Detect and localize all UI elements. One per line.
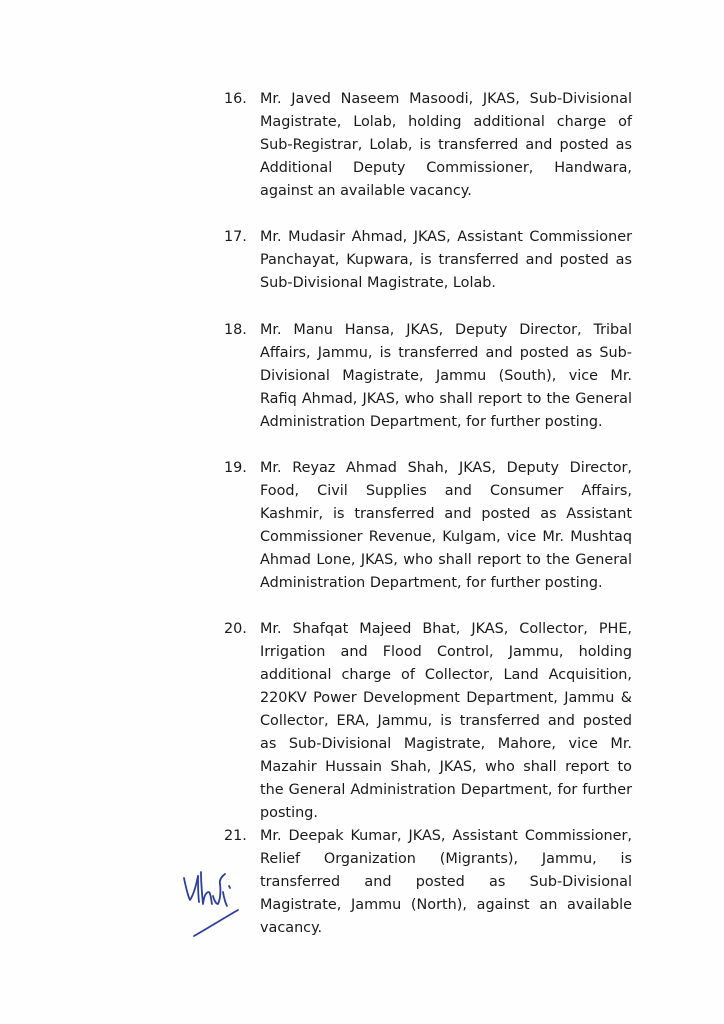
item-number: 20. [224, 621, 247, 637]
order-item-20 [226, 618, 632, 825]
item-number: 21. [224, 828, 247, 844]
item-text: Mr. Deepak Kumar, JKAS, Assistant Commissioner, Relief Organization (Migrants), Jammu, is transferred and posted as Sub-Divisional Magistrate, Jammu (North), against an available vacancy. [260, 828, 632, 936]
order-item-18 [226, 319, 632, 434]
item-text: Mr. Reyaz Ahmad Shah, JKAS, Deputy Director, Food, Civil Supplies and Consumer Affairs, Kashmir, is transferred and posted as Assistant Commissioner Revenue, Kulgam, vice Mr. Mushtaq Ahmad Lone, JKAS, who shall report to the General Administration Department, for further posting. [260, 460, 632, 591]
item-number: 17. [224, 229, 247, 245]
item-number: 18. [224, 322, 247, 338]
item-text: Mr. Manu Hansa, JKAS, Deputy Director, Tribal Affairs, Jammu, is transferred and posted as Sub-Divisional Magistrate, Jammu (South), vice Mr. Rafiq Ahmad, JKAS, who shall report to the General Administration Department, for further posting. [260, 322, 632, 430]
item-text: Mr. Shafqat Majeed Bhat, JKAS, Collector, PHE, Irrigation and Flood Control, Jammu, holding additional charge of Collector, Land Acquisition, 220KV Power Development Department, Jammu & Collector, ERA, Jammu, is transferred and posted as Sub-Divisional Magistrate, Mahore, vice Mr. Mazahir Hussain Shah, JKAS, who shall report to the General Administration Department, for further posting. [260, 621, 632, 821]
order-item-17 [226, 226, 632, 295]
order-item-16 [226, 88, 632, 203]
signature-mark [176, 862, 246, 940]
item-number: 19. [224, 460, 247, 476]
item-text: Mr. Javed Naseem Masoodi, JKAS, Sub-Divisional Magistrate, Lolab, holding additional charge of Sub-Registrar, Lolab, is transferred and posted as Additional Deputy Commissioner, Handwara, against an available vacancy. [260, 91, 632, 199]
order-item-19 [226, 457, 632, 595]
item-text: Mr. Mudasir Ahmad, JKAS, Assistant Commissioner Panchayat, Kupwara, is transferred and posted as Sub-Divisional Magistrate, Lolab. [260, 229, 632, 291]
order-item-21 [226, 825, 632, 940]
item-number: 16. [224, 91, 247, 107]
